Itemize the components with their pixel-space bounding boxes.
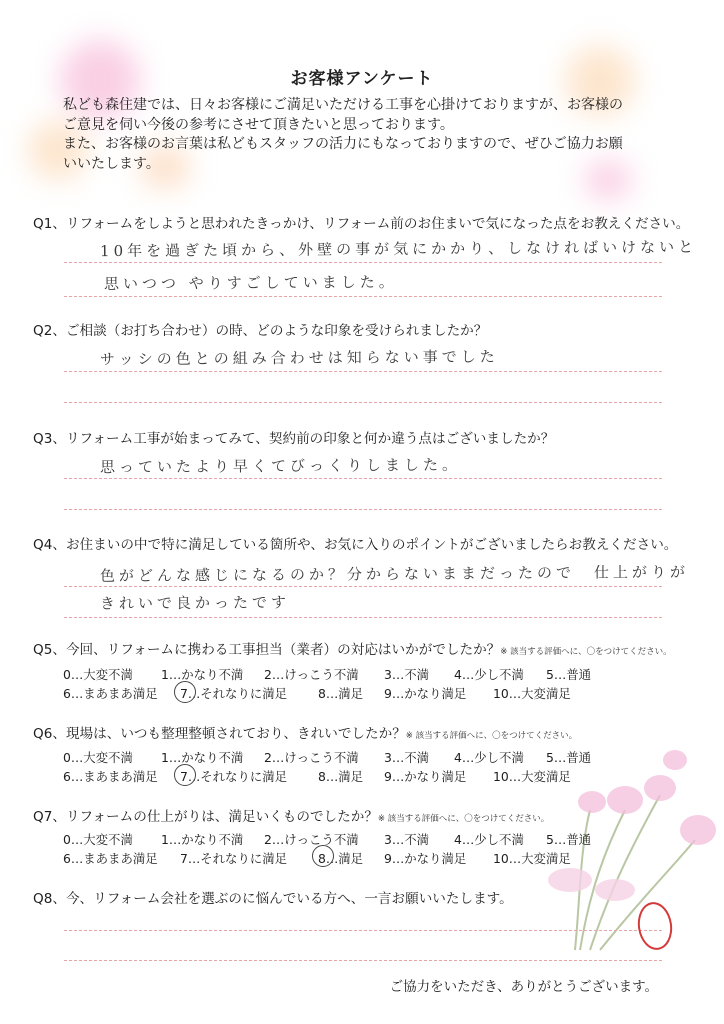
intro-text bbox=[63, 96, 683, 174]
scale-option-9: 9…かなり満足 bbox=[384, 851, 467, 866]
scale-option-4: 4…少し不満 bbox=[454, 832, 524, 847]
scale-option-6: 6…まあまあ満足 bbox=[63, 769, 158, 784]
answer-line bbox=[64, 262, 662, 263]
scale-option-5: 5…普通 bbox=[546, 832, 592, 847]
scale-option-6: 6…まあまあ満足 bbox=[63, 851, 158, 866]
rating-note: ※ 該当する評価へに、〇をつけてください。 bbox=[500, 647, 672, 657]
question-5 bbox=[33, 638, 672, 658]
answer-1-line-2: 思いつつ やりすごしていました。 bbox=[103, 272, 398, 294]
scale-option-4: 4…少し不満 bbox=[454, 667, 524, 682]
question-6-text: Q6、現場は、いつも整理整頓されており、きれいでしたか？ bbox=[33, 726, 406, 742]
scale-option-1: 1…かなり不満 bbox=[161, 750, 244, 765]
scale-option-7: 7…それなりに満足 bbox=[180, 769, 288, 784]
answer-line bbox=[64, 617, 662, 618]
scale-option-8: 8…満足 bbox=[318, 686, 364, 701]
answer-line bbox=[64, 296, 662, 297]
selected-rating-mark bbox=[174, 681, 196, 703]
scale-option-10: 10…大変満足 bbox=[493, 851, 571, 866]
answer-4-line-1: 色がどんな感じになるのか？分からないままだったので 仕上がりが bbox=[99, 562, 690, 586]
scale-option-2: 2…けっこう不満 bbox=[264, 832, 359, 847]
answer-line bbox=[64, 478, 662, 479]
question-3: Q3、リフォーム工事が始まってみて、契約前の印象と何か違う点はございましたか？ bbox=[33, 431, 555, 447]
question-5-text: Q5、今回、リフォームに携わる工事担当（業者）の対応はいかがでしたか？ bbox=[33, 642, 501, 658]
question-1: Q1、リフォームをしようと思われたきっかけ、リフォーム前のお住まいで気になった点をお教えください。 bbox=[33, 216, 690, 232]
scale-option-8: 8…満足 bbox=[318, 851, 364, 866]
scale-option-5: 5…普通 bbox=[546, 750, 592, 765]
question-6 bbox=[33, 722, 577, 742]
scale-option-10: 10…大変満足 bbox=[493, 686, 571, 701]
scale-option-3: 3…不満 bbox=[384, 750, 430, 765]
scale-option-8: 8…満足 bbox=[318, 769, 364, 784]
intro-line: いいたします。 bbox=[63, 155, 160, 172]
scale-option-5: 5…普通 bbox=[546, 667, 592, 682]
question-7-text: Q7、リフォームの仕上がりは、満足いくものでしたか？ bbox=[33, 809, 378, 825]
scale-option-9: 9…かなり満足 bbox=[384, 686, 467, 701]
answer-line bbox=[64, 960, 662, 961]
scale-option-0: 0…大変不満 bbox=[63, 667, 133, 682]
answer-3-line-1: 思っていたより早くてびっくりしました。 bbox=[99, 455, 462, 477]
scale-option-1: 1…かなり不満 bbox=[161, 832, 244, 847]
scale-option-3: 3…不満 bbox=[384, 667, 430, 682]
answer-line bbox=[64, 586, 662, 587]
answer-2-line-1: サッシの色との組み合わせは知らない事でした bbox=[99, 347, 499, 369]
scale-option-7: 7…それなりに満足 bbox=[180, 851, 288, 866]
answer-line bbox=[64, 402, 662, 403]
selected-rating-mark bbox=[312, 845, 334, 867]
answer-4-line-2: きれいで良かったです bbox=[99, 593, 291, 613]
answer-line bbox=[64, 930, 662, 931]
scale-option-10: 10…大変満足 bbox=[493, 769, 571, 784]
question-4: Q4、お住まいの中で特に満足している箇所や、お気に入りのポイントがございましたらお教えください。 bbox=[33, 537, 678, 553]
page-title: お客様アンケート bbox=[290, 69, 434, 89]
scale-option-9: 9…かなり満足 bbox=[384, 769, 467, 784]
scale-option-2: 2…けっこう不満 bbox=[264, 667, 359, 682]
scale-option-6: 6…まあまあ満足 bbox=[63, 686, 158, 701]
scale-option-0: 0…大変不満 bbox=[63, 832, 133, 847]
scale-option-7: 7…それなりに満足 bbox=[180, 686, 288, 701]
closing-message: ご協力をいただき、ありがとうございます。 bbox=[389, 979, 658, 995]
rating-note: ※ 該当する評価へに、〇をつけてください。 bbox=[377, 814, 550, 824]
intro-line: また、お客様のお言葉は私どもスタッフの活力にもなっておりますので、ぜひご協力お願 bbox=[63, 136, 623, 152]
selected-rating-mark bbox=[174, 764, 196, 786]
question-7 bbox=[33, 805, 549, 825]
intro-line: ご意見を伺い今後の参考にさせて頂きたいと思っております。 bbox=[63, 116, 454, 133]
question-2: Q2、ご相談（お打ち合わせ）の時、どのような印象を受けられましたか？ bbox=[33, 323, 488, 339]
scale-option-2: 2…けっこう不満 bbox=[264, 750, 359, 765]
scale-option-3: 3…不満 bbox=[384, 832, 430, 847]
scale-option-0: 0…大変不満 bbox=[63, 750, 133, 765]
answer-line bbox=[64, 509, 662, 510]
question-8: Q8、今、リフォーム会社を選ぶのに悩んでいる方へ、一言お願いいたします。 bbox=[33, 891, 513, 907]
answer-1-line-1: 10年を過ぎた頃から、外壁の事が気にかかり、しなければいけないと bbox=[99, 237, 698, 261]
scale-option-4: 4…少し不満 bbox=[454, 750, 524, 765]
intro-line: 私ども森住建では、日々お客様にご満足いただける工事を心掛けておりますが、お客様の bbox=[63, 97, 623, 113]
scale-option-1: 1…かなり不満 bbox=[161, 667, 244, 682]
answer-line bbox=[64, 371, 662, 372]
rating-note: ※ 該当する評価へに、〇をつけてください。 bbox=[405, 731, 578, 741]
